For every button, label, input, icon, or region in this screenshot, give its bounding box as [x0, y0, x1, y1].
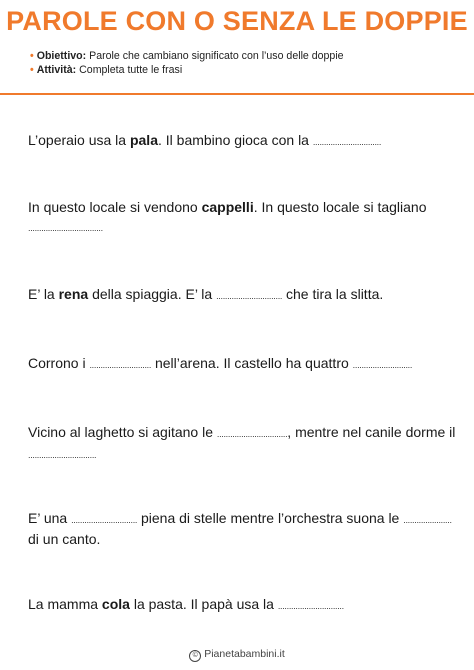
bullet-icon: •: [30, 50, 34, 62]
answer-blank[interactable]: ..............................: [277, 601, 344, 611]
sentence-text: La mamma: [28, 596, 102, 612]
sentence-text: . In questo locale si tagliano: [253, 199, 427, 215]
sentence-text: Corrono i: [28, 355, 90, 371]
answer-blank[interactable]: ................................: [216, 429, 288, 439]
sentence-text: Vicino al laghetto si agitano le: [28, 424, 217, 440]
answer-blank[interactable]: ..............................: [216, 291, 283, 301]
bullet-icon: •: [30, 64, 34, 76]
answer-blank[interactable]: ...............................: [312, 137, 382, 147]
sentence-text: , mentre nel canile dorme il: [287, 424, 456, 440]
activity-row: [30, 63, 344, 77]
exercise-sentence: [28, 285, 456, 306]
exercise-sentence: [28, 509, 456, 549]
activity-label: Attività:: [36, 64, 77, 76]
sentence-text: che tira la slitta.: [282, 286, 384, 302]
answer-blank[interactable]: ............................: [89, 360, 152, 370]
answer-blank[interactable]: ..............................: [71, 515, 138, 525]
exercise-sentence: [28, 595, 456, 616]
sentence-text: In questo locale si vendono: [28, 199, 202, 215]
header-divider: [0, 93, 474, 95]
exercise-sentence: [28, 198, 456, 238]
activity-text: Completa tutte le frasi: [79, 64, 183, 76]
objective-label: Obiettivo:: [36, 50, 87, 62]
exercise-sentence: [28, 354, 456, 375]
exercise-sentence: [28, 131, 456, 152]
sentence-text: E’ una: [28, 510, 72, 526]
sentence-keyword: cappelli: [201, 199, 254, 215]
sentence-keyword: cola: [101, 596, 130, 612]
answer-blank[interactable]: ...............................: [28, 450, 97, 460]
answer-blank[interactable]: ..................................: [28, 223, 103, 233]
sentence-text: L’operaio usa la: [28, 132, 130, 148]
objective-text: Parole che cambiano significato con l’uso delle doppie: [89, 50, 344, 62]
page-title: PAROLE CON O SENZA LE DOPPIE: [6, 6, 468, 36]
exercise-sentence: [28, 423, 456, 465]
footer: [0, 648, 474, 662]
worksheet-info: [30, 49, 344, 77]
objective-row: [30, 49, 344, 63]
sentence-keyword: rena: [58, 286, 89, 302]
answer-blank[interactable]: ......................: [403, 515, 452, 525]
site-name[interactable]: Pianetabambini.it: [204, 648, 285, 660]
answer-blank[interactable]: ...........................: [352, 360, 413, 370]
sentence-text: della spiaggia. E’ la: [88, 286, 217, 302]
sentence-text: E’ la: [28, 286, 59, 302]
sentence-text: la pasta. Il papà usa la: [129, 596, 278, 612]
sentence-text: di un canto.: [28, 531, 101, 547]
copyright-icon: ©: [189, 650, 201, 662]
sentence-text: nell’arena. Il castello ha quattro: [151, 355, 353, 371]
sentence-text: . Il bambino gioca con la: [157, 132, 313, 148]
sentence-keyword: pala: [129, 132, 158, 148]
sentence-text: piena di stelle mentre l’orchestra suona le: [137, 510, 404, 526]
